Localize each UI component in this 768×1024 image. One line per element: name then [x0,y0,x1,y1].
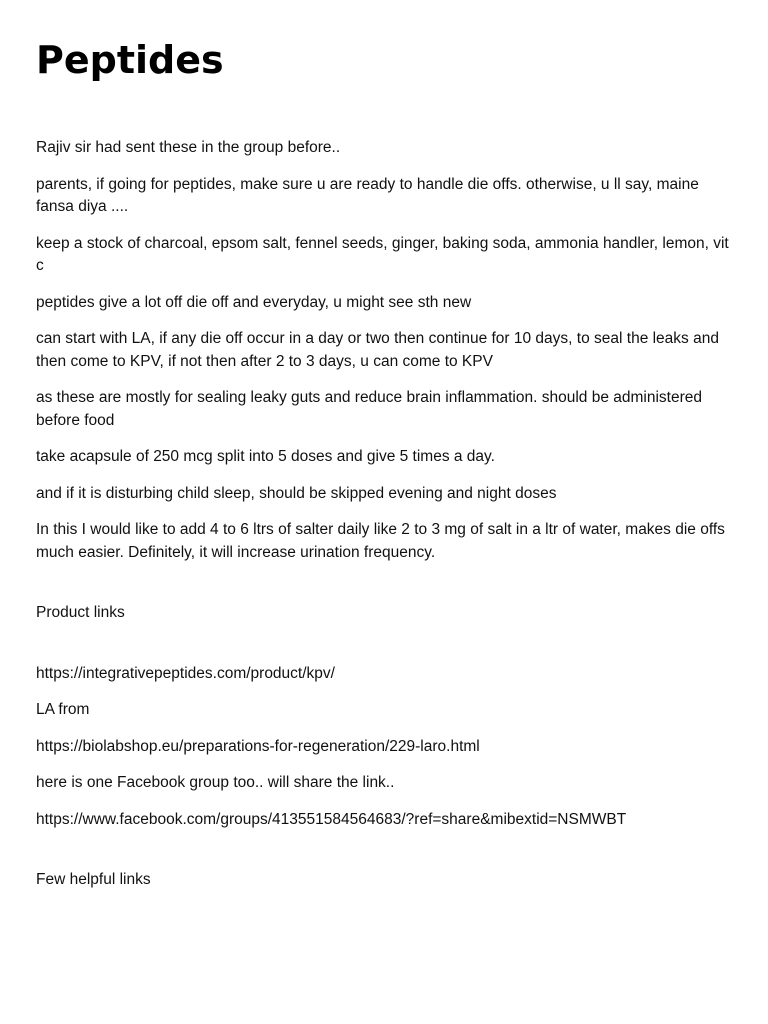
product-links-heading: Product links [36,604,125,621]
paragraph-sleep: and if it is disturbing child sleep, should be skipped evening and night doses [36,484,557,502]
kpv-product-link[interactable]: https://integrativepeptides.com/product/kpv/ [36,664,335,682]
paragraph-leaky-gut: as these are mostly for sealing leaky guts and reduce brain inflammation. should be administered before food [36,389,703,429]
paragraph-parents-warning: parents, if going for peptides, make sure u are ready to handle die offs. otherwise, u ll say, maine fansa diya .... [36,175,699,215]
paragraph-dosage: take acapsule of 250 mcg split into 5 doses and give 5 times a day. [36,448,495,465]
page-title: Peptides [36,38,224,82]
paragraph-start-la: can start with LA, if any die off occur in a day or two then continue for 10 days, to seal the leaks and then come to KPV, if not then after 2 to 3 days, u can come to KPV [36,330,719,370]
helpful-links-heading: Few helpful links [36,871,151,888]
facebook-group-link[interactable]: https://www.facebook.com/groups/413551584564683/?ref=share&mibextid=NSMWBT [36,810,627,828]
document-body [36,137,736,906]
la-from-label: LA from [36,701,90,718]
paragraph-salt-water: In this I would like to add 4 to 6 ltrs of salter daily like 2 to 3 mg of salt in a ltr of water, makes die offs much easier. Definitely, it will increase urination frequency. [36,521,725,561]
paragraph-stock-list: keep a stock of charcoal, epsom salt, fennel seeds, ginger, baking soda, ammonia handler, lemon, vit c [36,234,729,274]
la-product-link[interactable]: https://biolabshop.eu/preparations-for-regeneration/229-laro.html [36,737,480,755]
paragraph-intro: Rajiv sir had sent these in the group before.. [36,139,341,156]
facebook-group-note: here is one Facebook group too.. will share the link.. [36,774,395,791]
paragraph-die-off: peptides give a lot off die off and everyday, u might see sth new [36,293,472,311]
